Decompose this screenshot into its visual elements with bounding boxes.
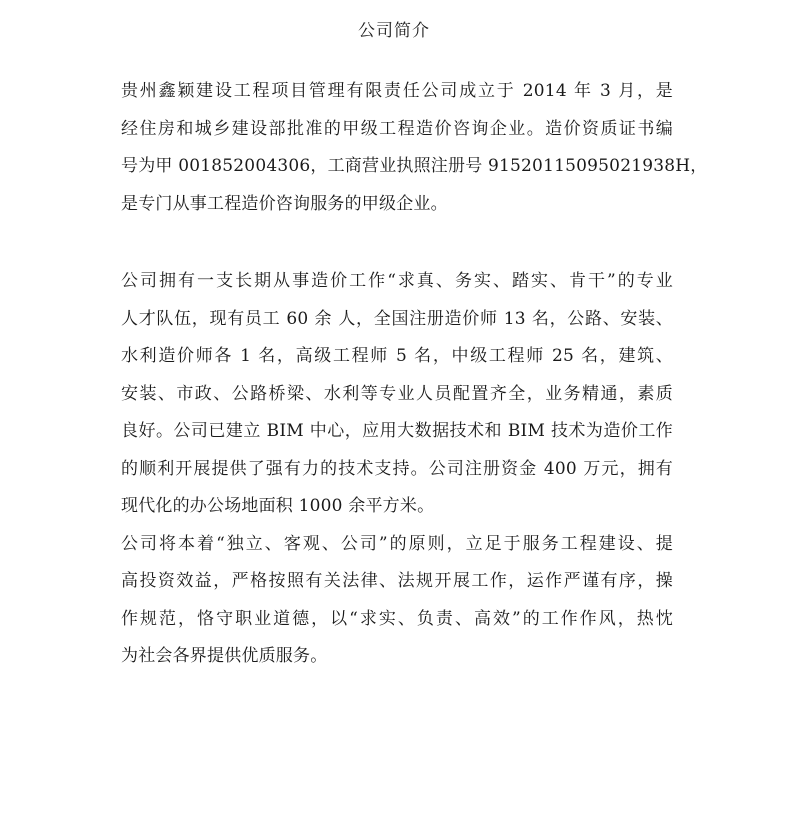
paragraph-line: 公司拥有一支长期从事造价工作“求真、务实、踏实、肯干”的专业 [121,271,673,291]
paragraph-line: 贵州鑫颖建设工程项目管理有限责任公司成立于 2014 年 3 月，是 [121,81,673,101]
paragraph-line: 现代化的办公场地面积 1000 余平方米。 [121,496,435,516]
paragraph-line: 安装、市政、公路桥梁、水利等专业人员配置齐全，业务精通，素质 [121,383,673,404]
paragraph-line: 号为甲 001852004306，工商营业执照注册号 91520115095021938H， [121,156,708,176]
paragraph-team [121,268,673,531]
paragraph-line: 是专门从事工程造价咨询服务的甲级企业。 [121,193,448,214]
paragraph-line: 公司将本着“独立、客观、公司”的原则，立足于服务工程建设、提 [121,533,673,554]
paragraph-intro [121,78,708,228]
paragraph-line: 人才队伍，现有员工 60 余 人，全国注册造价师 13 名，公路、安装、 [121,308,673,329]
paragraph-line: 经住房和城乡建设部批准的甲级工程造价咨询企业。造价资质证书编 [121,118,673,139]
paragraph-spacer [121,228,673,268]
paragraph-line: 良好。公司已建立 BIM 中心，应用大数据技术和 BIM 技术为造价工作 [121,421,673,441]
paragraph-line: 为社会各界提供优质服务。 [121,646,328,666]
document-body [121,78,708,681]
paragraph-line: 作规范，恪守职业道德，以“求实、负责、高效”的工作作风，热忱 [121,608,673,629]
document-title: 公司简介 [358,21,430,41]
paragraph-line: 高投资效益，严格按照有关法律、法规开展工作，运作严谨有序，操 [121,571,673,591]
paragraph-line: 的顺利开展提供了强有力的技术支持。公司注册资金 400 万元，拥有 [121,458,673,479]
paragraph-line: 水利造价师各 1 名，高级工程师 5 名，中级工程师 25 名，建筑、 [121,346,673,366]
paragraph-principles [121,531,673,681]
